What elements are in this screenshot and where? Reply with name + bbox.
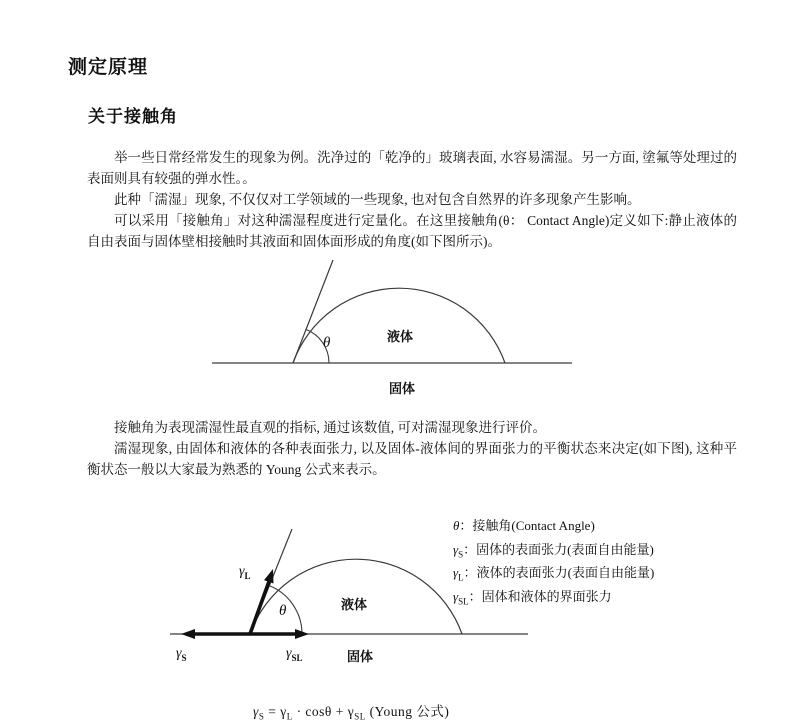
explanation-paragraphs bbox=[87, 417, 737, 480]
legend-item-gamma-l: $\gamma_L$：液体的表面张力(表面自由能量) bbox=[453, 565, 655, 583]
contact-angle-diagram bbox=[180, 248, 600, 410]
theta-label: θ bbox=[279, 603, 287, 619]
legend-item-gamma-sl: $\gamma_{SL}$：固体和液体的界面张力 bbox=[453, 588, 612, 607]
intro-paragraphs bbox=[87, 147, 737, 252]
theta-label: θ bbox=[323, 335, 331, 351]
liquid-label: 液体 bbox=[386, 329, 414, 344]
gamma-sl-label: $\gamma_{SL}$ bbox=[286, 646, 303, 663]
paragraph: 接触角为表现濡湿性最直观的指标, 通过该数值, 可对濡湿现象进行评价。 bbox=[114, 420, 546, 435]
paragraph: 濡湿现象, 由固体和液体的各种表面张力, 以及固体-液体间的界面张力的平衡状态来决定(如下图), 这种平衡状态一般以大家最为熟悉的 Young 公式来表示。 bbox=[87, 441, 737, 477]
young-equation: $\gamma_S = \gamma_L \cdot \cos\theta + \gamma_{SL}$ (Young 公式) bbox=[253, 704, 450, 722]
paragraph: 此种「濡湿」现象, 不仅仅对工学领域的一些现象, 也对包含自然界的许多现象产生影响。 bbox=[114, 192, 641, 207]
page-title: 测定原理 bbox=[68, 57, 149, 78]
gamma-s-label: $\gamma_S$ bbox=[176, 646, 187, 663]
gamma-s-arrow bbox=[181, 629, 250, 639]
gamma-l-label: $\gamma_L$ bbox=[239, 564, 251, 581]
solid-label: 固体 bbox=[388, 381, 416, 396]
liquid-label: 液体 bbox=[340, 597, 368, 612]
symbol-legend bbox=[453, 514, 654, 608]
gamma-l-arrow bbox=[250, 569, 274, 634]
paragraph: 可以采用「接触角」对这种濡湿程度进行定量化。在这里接触角(θ： Contact Angle)定义如下:静止液体的自由表面与固体壁相接触时其液面和固体面形成的角度(如下图所示)。 bbox=[87, 213, 737, 249]
section-heading: 关于接触角 bbox=[88, 107, 178, 126]
gamma-sl-arrow bbox=[250, 629, 309, 639]
legend-item-theta: θ：接触角(Contact Angle) bbox=[453, 518, 595, 533]
legend-item-gamma-s: $\gamma_S$：固体的表面张力(表面自由能量) bbox=[453, 541, 654, 560]
droplet-outline bbox=[293, 288, 505, 363]
paragraph: 举一些日常经常发生的现象为例。洗净过的「乾净的」玻璃表面, 水容易濡湿。另一方面, 塗氟等处理过的表面则具有较强的弹水性。。 bbox=[87, 150, 737, 186]
solid-label: 固体 bbox=[346, 649, 374, 664]
